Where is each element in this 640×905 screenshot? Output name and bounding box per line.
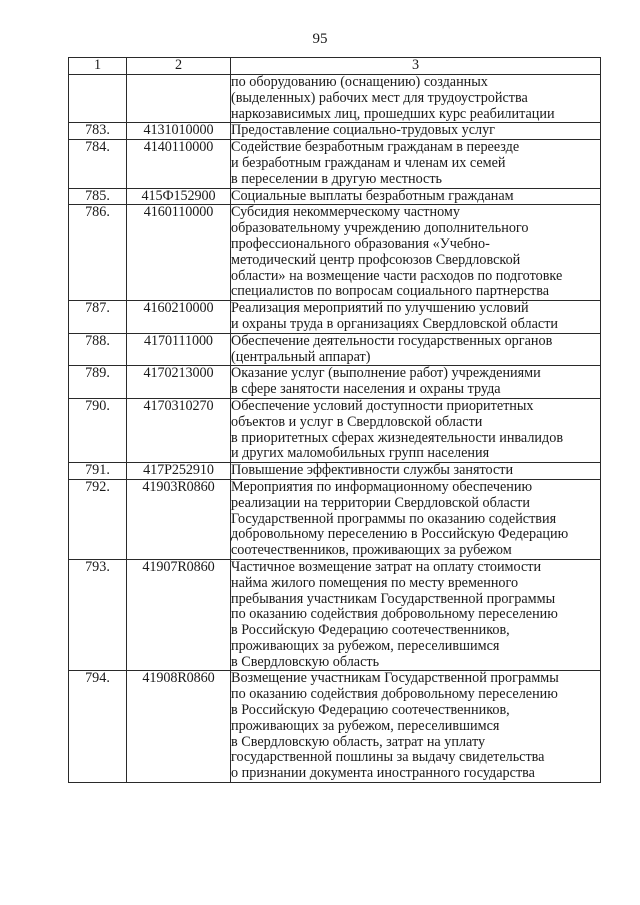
description-line: государственной пошлины за выдачу свидетельства: [231, 749, 545, 766]
description-line: проживающих за рубежом, переселившимся: [231, 717, 500, 734]
row-code: 4170310270: [127, 398, 231, 462]
row-number: 783.: [69, 123, 127, 140]
page-number: 95: [312, 31, 328, 47]
row-number: 787.: [69, 301, 127, 334]
description-line: (центральный аппарат): [231, 348, 371, 365]
table-row: [69, 479, 601, 559]
description-line: в приоритетных сферах жизнедеятельности инвалидов: [231, 429, 564, 446]
row-code: 41903R0860: [127, 479, 231, 559]
row-number: 785.: [69, 188, 127, 205]
description-line: о признании документа иностранного государства: [231, 765, 535, 782]
description-line: соотечественников, проживающих за рубежом: [231, 542, 512, 559]
table-row: [69, 398, 601, 462]
description-line: добровольному переселению в Российскую Федерацию: [231, 526, 569, 543]
row-code: 4170213000: [127, 366, 231, 399]
row-description: [231, 75, 601, 123]
table-row: [69, 671, 601, 783]
row-description: [231, 123, 601, 140]
header-col-1: 1: [69, 58, 127, 75]
description-line: Обеспечение деятельности государственных органов: [231, 332, 553, 349]
row-code: 41907R0860: [127, 559, 231, 671]
description-line: специалистов по вопросам социального партнерства: [231, 283, 550, 300]
description-line: найма жилого помещения по месту временного: [231, 574, 519, 591]
description-line: пребывания участникам Государственной программы: [231, 590, 556, 607]
header-col-2: 2: [127, 58, 231, 75]
table-row: [69, 140, 601, 188]
row-description: [231, 301, 601, 334]
description-line: объектов и услуг в Свердловской области: [231, 413, 483, 430]
row-number: 789.: [69, 366, 127, 399]
description-line: и охраны труда в организациях Свердловской области: [231, 315, 558, 332]
budget-table: [68, 57, 601, 783]
row-number: 790.: [69, 398, 127, 462]
description-line: в Свердловскую область, затрат на уплату: [231, 733, 486, 750]
row-number: 791.: [69, 463, 127, 480]
description-line: Предоставление социально-трудовых услуг: [231, 122, 496, 139]
description-line: Повышение эффективности службы занятости: [231, 462, 514, 479]
table-row: [69, 188, 601, 205]
description-line: Государственной программы по оказанию содействия: [231, 510, 557, 527]
table-row: [69, 75, 601, 123]
row-code: 4160110000: [127, 205, 231, 301]
description-line: Содействие безработным гражданам в переезде: [231, 139, 520, 156]
row-description: [231, 205, 601, 301]
description-line: в переселении в другую местность: [231, 170, 443, 187]
row-code: 41908R0860: [127, 671, 231, 783]
row-description: [231, 140, 601, 188]
description-line: и других маломобильных групп населения: [231, 445, 490, 462]
row-description: [231, 463, 601, 480]
row-number: 794.: [69, 671, 127, 783]
description-line: Частичное возмещение затрат на оплату стоимости: [231, 558, 542, 575]
description-line: в Российскую Федерацию соотечественников,: [231, 702, 510, 719]
row-description: [231, 366, 601, 399]
row-code: [127, 75, 231, 123]
description-line: по оказанию содействия добровольному переселению: [231, 686, 558, 703]
description-line: Возмещение участникам Государственной программы: [231, 670, 559, 687]
row-number: 786.: [69, 205, 127, 301]
table-row: [69, 559, 601, 671]
description-line: в сфере занятости населения и охраны труда: [231, 381, 501, 398]
row-code: 4160210000: [127, 301, 231, 334]
row-number: 784.: [69, 140, 127, 188]
description-line: Реализация мероприятий по улучшению условий: [231, 300, 529, 317]
row-number: 793.: [69, 559, 127, 671]
description-line: проживающих за рубежом, переселившимся: [231, 637, 500, 654]
description-line: в Российскую Федерацию соотечественников,: [231, 622, 510, 639]
table-row: [69, 301, 601, 334]
row-code: 4140110000: [127, 140, 231, 188]
description-line: наркозависимых лиц, прошедших курс реабилитации: [231, 105, 555, 122]
description-line: методический центр профсоюзов Свердловской: [231, 251, 521, 268]
table-row: [69, 463, 601, 480]
row-number: 788.: [69, 333, 127, 366]
description-line: (выделенных) рабочих мест для трудоустройства: [231, 89, 528, 106]
description-line: реализации на территории Свердловской области: [231, 494, 530, 511]
table-row: [69, 205, 601, 301]
description-line: области» на возмещение части расходов по подготовке: [231, 267, 563, 284]
description-line: в Свердловскую область: [231, 653, 380, 670]
row-number: 792.: [69, 479, 127, 559]
description-line: по оказанию содействия добровольному переселению: [231, 606, 558, 623]
row-code: 4131010000: [127, 123, 231, 140]
description-line: Мероприятия по информационному обеспечению: [231, 478, 533, 495]
row-number: [69, 75, 127, 123]
table-row: [69, 123, 601, 140]
table-row: [69, 333, 601, 366]
description-line: Оказание услуг (выполнение работ) учреждениями: [231, 365, 541, 382]
row-description: [231, 398, 601, 462]
description-line: Обеспечение условий доступности приоритетных: [231, 397, 534, 414]
description-line: профессионального образования «Учебно-: [231, 235, 490, 252]
row-code: 4170111000: [127, 333, 231, 366]
description-line: образовательному учреждению дополнительного: [231, 220, 529, 237]
row-description: [231, 188, 601, 205]
row-description: [231, 479, 601, 559]
table-row: [69, 366, 601, 399]
description-line: по оборудованию (оснащению) созданных: [231, 74, 488, 90]
description-line: Социальные выплаты безработным гражданам: [231, 187, 514, 204]
header-col-3: 3: [231, 58, 601, 75]
row-code: 417P252910: [127, 463, 231, 480]
description-line: и безработным гражданам и членам их семей: [231, 154, 506, 171]
row-description: [231, 333, 601, 366]
row-description: [231, 559, 601, 671]
table-header: [69, 58, 601, 75]
table-body: [69, 75, 601, 783]
row-code: 415Ф152900: [127, 188, 231, 205]
header-row: [69, 58, 601, 75]
row-description: [231, 671, 601, 783]
description-line: Субсидия некоммерческому частному: [231, 204, 460, 221]
